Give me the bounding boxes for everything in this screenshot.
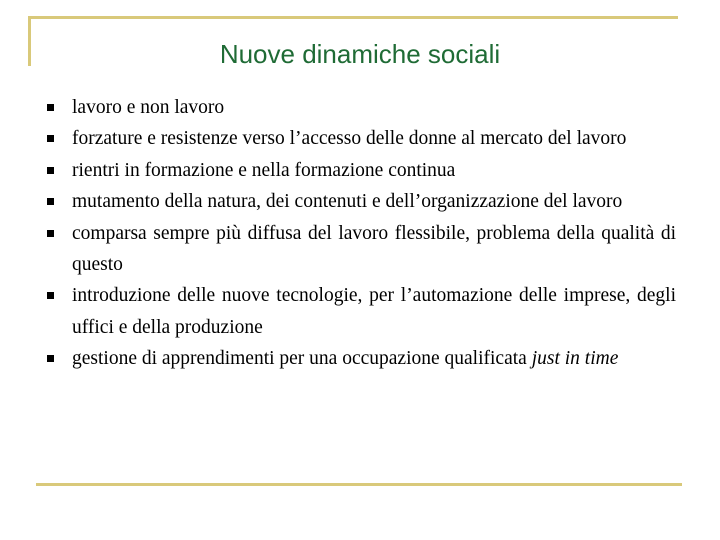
slide-title: Nuove dinamiche sociali — [219, 39, 501, 69]
bullet-item — [40, 218, 676, 281]
bullet-text: mutamento della natura, dei contenuti e dell’organizzazione del lavoro — [72, 191, 623, 213]
bullet-item — [40, 280, 676, 343]
bullet-item — [40, 123, 676, 154]
bullet-text: lavoro e non lavoro — [72, 97, 225, 118]
bullet-item — [40, 186, 676, 217]
frame-top-rule — [28, 16, 678, 19]
square-bullet-icon — [47, 230, 54, 237]
square-bullet-icon — [47, 135, 54, 142]
bullet-text: forzature e resistenze verso l’accesso delle donne al mercato del lavoro — [72, 128, 627, 150]
square-bullet-icon — [47, 198, 54, 205]
bullet-text: comparsa sempre più diffusa del lavoro flessibile, problema della qualità di questo — [72, 222, 676, 276]
frame-bottom-rule — [36, 483, 682, 486]
frame-left-rule — [28, 16, 31, 66]
bullet-list — [40, 92, 676, 375]
bullet-text: introduzione delle nuove tecnologie, per l’automazione delle imprese, degli uffici e della produzione — [72, 285, 676, 338]
bullet-text: gestione di apprendimenti per una occupazione qualificata — [72, 348, 532, 370]
bullet-text: rientri in formazione e nella formazione continua — [72, 159, 456, 181]
square-bullet-icon — [47, 292, 54, 299]
bullet-item — [40, 155, 676, 186]
bullet-item — [40, 92, 676, 123]
square-bullet-icon — [47, 104, 54, 111]
bullet-item — [40, 343, 676, 374]
bullet-emphasis: just in time — [531, 348, 619, 370]
square-bullet-icon — [47, 167, 54, 174]
square-bullet-icon — [47, 355, 54, 362]
